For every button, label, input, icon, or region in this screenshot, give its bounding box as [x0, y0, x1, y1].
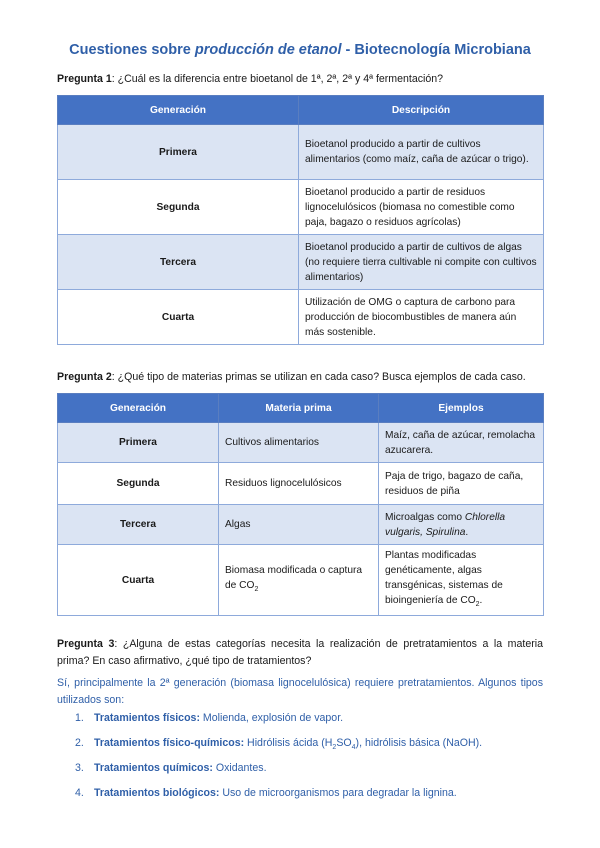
ejemplos-prefix: Microalgas como: [385, 511, 465, 523]
ejemplos-suffix: .: [479, 595, 483, 606]
table-row: [58, 290, 544, 345]
cell-materia: [219, 545, 379, 616]
cell-generation: Tercera: [58, 505, 219, 545]
header-materia-prima: Materia prima: [219, 394, 379, 423]
cell-generation: Cuarta: [58, 290, 299, 345]
cell-ejemplos: [379, 505, 544, 545]
list-text: [94, 785, 457, 802]
cell-ejemplos: Maíz, caña de azúcar, remolacha azucarera.: [379, 423, 544, 463]
table-row: [58, 235, 544, 290]
question-3-text: : ¿Alguna de estas categorías necesita la realización de pretratamientos a la materia prima? En caso afirmativo, ¿qué tipo de tratamientos?: [57, 638, 544, 667]
treatment-detail-b: SO: [336, 737, 352, 749]
list-item: [57, 785, 543, 810]
treatment-label: Tratamientos biológicos:: [94, 787, 220, 799]
table-row: [58, 180, 544, 235]
ejemplos-subscript: 2: [475, 601, 480, 609]
cell-generation: Segunda: [58, 180, 299, 235]
list-text: [94, 735, 482, 756]
treatment-label: Tratamientos químicos:: [94, 762, 213, 774]
cell-description: Bioetanol producido a partir de residuos lignocelulósicos (biomasa no comestible como paja, bagazo o residuos agrícolas): [299, 180, 544, 235]
cell-generation: Tercera: [58, 235, 299, 290]
cell-materia: Algas: [219, 505, 379, 545]
cell-generation: Cuarta: [58, 545, 219, 616]
list-number: 2.: [75, 737, 84, 749]
table-row: [58, 423, 544, 463]
materia-prefix: Biomasa modificada o captura de CO: [225, 565, 363, 591]
table-row: [58, 125, 544, 180]
table-header-row: [58, 96, 544, 125]
header-generacion: Generación: [58, 394, 219, 423]
header-ejemplos: Ejemplos: [379, 394, 544, 423]
answer-paragraph: Sí, principalmente la 2ª generación (biomasa lignocelulósica) requiere pretratamientos. Algunos tipos utilizados son:: [57, 677, 543, 706]
table-header-row: [58, 394, 544, 423]
title-italic: producción de etanol: [194, 42, 342, 58]
ejemplos-prefix: Plantas modificadas genéticamente, algas transgénicas, sistemas de bioingeniería de CO: [385, 550, 503, 606]
header-descripcion: Descripción: [299, 96, 544, 125]
title-prefix: Cuestiones sobre: [69, 42, 195, 58]
cell-description: Bioetanol producido a partir de cultivos de algas (no requiere tierra cultivable ni compite con cultivos alimentarios): [299, 235, 544, 290]
question-3-label: Pregunta 3: [57, 638, 115, 650]
materia-subscript: 2: [254, 586, 259, 594]
treatment-detail-c: ), hidrólisis básica (NaOH).: [355, 737, 483, 749]
question-1: [57, 72, 543, 87]
cell-generation: Primera: [58, 125, 299, 180]
header-generacion: Generación: [58, 96, 299, 125]
ejemplos-species: Chlorella vulgaris, Spirulina: [385, 511, 506, 538]
table-generations: [57, 95, 544, 345]
treatment-sub-1: 2: [332, 744, 337, 752]
list-item: [57, 760, 543, 785]
title-suffix: - Biotecnología Microbiana: [341, 42, 531, 58]
question-3: [57, 636, 543, 670]
table-row: [58, 545, 544, 616]
list-item: [57, 735, 543, 760]
table-row: [58, 505, 544, 545]
cell-ejemplos: Paja de trigo, bagazo de caña, residuos de piña: [379, 463, 544, 505]
cell-generation: Segunda: [58, 463, 219, 505]
question-1-label: Pregunta 1: [57, 73, 112, 85]
cell-description: Utilización de OMG o captura de carbono para producción de biocombustibles de manera aún más sostenible.: [299, 290, 544, 345]
list-number: 1.: [75, 712, 84, 724]
cell-materia: Residuos lignocelulósicos: [219, 463, 379, 505]
treatment-label: Tratamientos físico-químicos:: [94, 737, 245, 749]
cell-generation: Primera: [58, 423, 219, 463]
treatment-detail: Oxidantes.: [212, 762, 267, 774]
list-number: 3.: [75, 762, 84, 774]
cell-ejemplos: [379, 545, 544, 616]
treatment-sub-2: 4: [351, 744, 356, 752]
ejemplos-suffix: .: [465, 526, 469, 538]
document-title: [0, 42, 600, 58]
question-2: [57, 370, 543, 385]
list-item: [57, 710, 543, 735]
treatment-detail: Molienda, explosión de vapor.: [199, 712, 344, 724]
table-row: [58, 463, 544, 505]
table-materials: [57, 393, 544, 616]
treatment-detail: Uso de microorganismos para degradar la lignina.: [219, 787, 457, 799]
list-text: [94, 710, 343, 727]
question-2-text: : ¿Qué tipo de materias primas se utilizan en cada caso? Busca ejemplos de cada caso.: [111, 371, 526, 383]
treatment-label: Tratamientos físicos:: [94, 712, 200, 724]
cell-materia: Cultivos alimentarios: [219, 423, 379, 463]
question-2-label: Pregunta 2: [57, 371, 112, 383]
question-1-text: : ¿Cuál es la diferencia entre bioetanol de 1ª, 2ª, 2ª y 4ª fermentación?: [111, 73, 444, 85]
treatment-detail-a: Hidrólisis ácida (H: [244, 737, 333, 749]
list-text: [94, 760, 267, 777]
treatments-list: [57, 710, 543, 810]
list-number: 4.: [75, 787, 84, 799]
cell-description: Bioetanol producido a partir de cultivos alimentarios (como maíz, caña de azúcar o trigo).: [299, 125, 544, 180]
